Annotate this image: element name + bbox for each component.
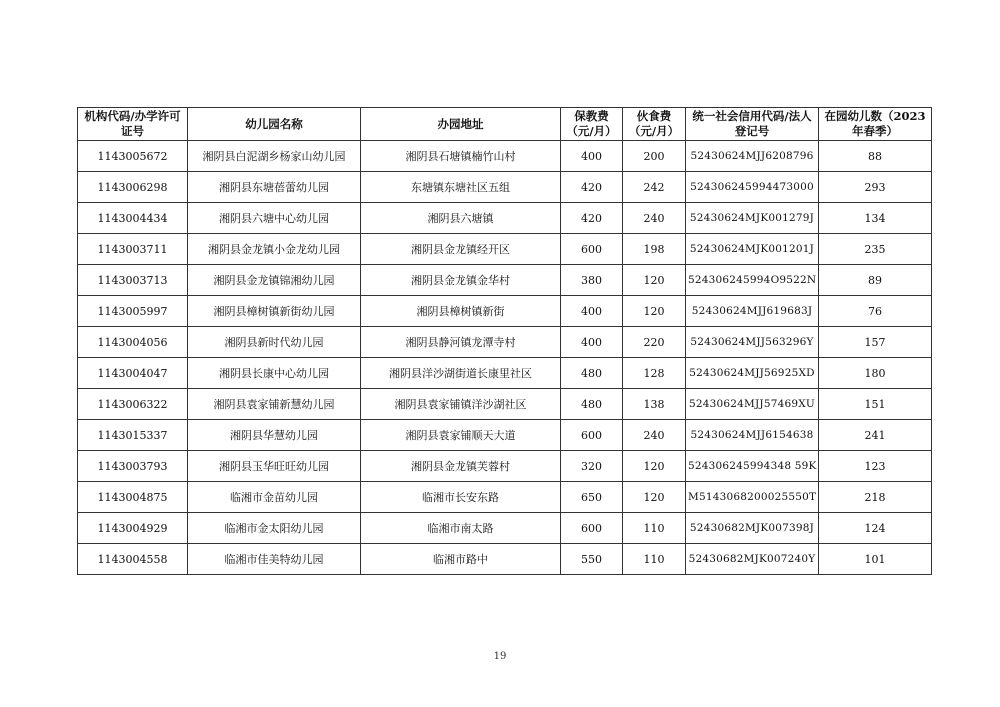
cell-meal: 242 (623, 172, 686, 203)
cell-name: 湘阴县玉华旺旺幼儿园 (188, 451, 361, 482)
cell-name: 湘阴县樟树镇新街幼儿园 (188, 296, 361, 327)
cell-code: 1143003711 (78, 234, 188, 265)
cell-tuition: 600 (561, 513, 623, 544)
cell-tuition: 420 (561, 172, 623, 203)
cell-address: 湘阴县金龙镇芙蓉村 (361, 451, 561, 482)
cell-address: 湘阴县樟树镇新街 (361, 296, 561, 327)
cell-tuition: 480 (561, 389, 623, 420)
table-row (78, 544, 932, 575)
cell-name: 湘阴县袁家铺新慧幼儿园 (188, 389, 361, 420)
cell-code: 1143005672 (78, 141, 188, 172)
cell-meal: 220 (623, 327, 686, 358)
cell-children: 88 (819, 141, 932, 172)
cell-address: 临湘市南太路 (361, 513, 561, 544)
cell-meal: 128 (623, 358, 686, 389)
cell-name: 湘阴县六塘中心幼儿园 (188, 203, 361, 234)
table-row (78, 265, 932, 296)
cell-credit: 52430624MJJ57469XU (686, 389, 819, 420)
cell-credit: M5143068200025550T (686, 482, 819, 513)
cell-code: 1143004056 (78, 327, 188, 358)
cell-meal: 120 (623, 451, 686, 482)
cell-children: 157 (819, 327, 932, 358)
table-row (78, 451, 932, 482)
cell-address: 湘阴县洋沙湖街道长康里社区 (361, 358, 561, 389)
cell-tuition: 420 (561, 203, 623, 234)
table-header (78, 108, 932, 141)
cell-meal: 120 (623, 265, 686, 296)
cell-children: 180 (819, 358, 932, 389)
header-code: 机构代码/办学许可证号 (78, 108, 188, 141)
cell-children: 123 (819, 451, 932, 482)
cell-children: 293 (819, 172, 932, 203)
cell-children: 89 (819, 265, 932, 296)
header-meal: 伙食费（元/月） (623, 108, 686, 141)
cell-credit: 52430624MJK001201J (686, 234, 819, 265)
table-body (78, 141, 932, 575)
cell-name: 湘阴县白泥湖乡杨家山幼儿园 (188, 141, 361, 172)
cell-children: 151 (819, 389, 932, 420)
cell-credit: 52430624MJJ6154638 (686, 420, 819, 451)
cell-code: 1143003793 (78, 451, 188, 482)
cell-code: 1143004434 (78, 203, 188, 234)
cell-code: 1143004929 (78, 513, 188, 544)
cell-address: 湘阴县六塘镇 (361, 203, 561, 234)
cell-name: 湘阴县长康中心幼儿园 (188, 358, 361, 389)
cell-tuition: 650 (561, 482, 623, 513)
header-tuition: 保教费（元/月） (561, 108, 623, 141)
table-row (78, 203, 932, 234)
cell-children: 134 (819, 203, 932, 234)
cell-credit: 52430624MJK001279J (686, 203, 819, 234)
cell-address: 湘阴县石塘镇楠竹山村 (361, 141, 561, 172)
header-credit: 统一社会信用代码/法人登记号 (686, 108, 819, 141)
cell-name: 湘阴县金龙镇锦湘幼儿园 (188, 265, 361, 296)
cell-credit: 524306245994473000 (686, 172, 819, 203)
cell-children: 218 (819, 482, 932, 513)
cell-meal: 110 (623, 513, 686, 544)
header-address: 办园地址 (361, 108, 561, 141)
table-row (78, 389, 932, 420)
cell-children: 101 (819, 544, 932, 575)
table-row (78, 172, 932, 203)
cell-code: 1143006322 (78, 389, 188, 420)
table-row (78, 327, 932, 358)
cell-address: 湘阴县静河镇龙潭寺村 (361, 327, 561, 358)
header-row (78, 108, 932, 141)
cell-meal: 240 (623, 203, 686, 234)
cell-meal: 120 (623, 482, 686, 513)
cell-meal: 120 (623, 296, 686, 327)
cell-credit: 524306245994O9522N (686, 265, 819, 296)
cell-code: 1143006298 (78, 172, 188, 203)
cell-code: 1143004558 (78, 544, 188, 575)
cell-address: 东塘镇东塘社区五组 (361, 172, 561, 203)
cell-meal: 138 (623, 389, 686, 420)
cell-children: 76 (819, 296, 932, 327)
cell-credit: 52430624MJJ6208796 (686, 141, 819, 172)
cell-name: 临湘市佳美特幼儿园 (188, 544, 361, 575)
table-row (78, 513, 932, 544)
cell-tuition: 320 (561, 451, 623, 482)
cell-address: 湘阴县金龙镇经开区 (361, 234, 561, 265)
cell-code: 1143004047 (78, 358, 188, 389)
header-children: 在园幼儿数（2023 年春季） (819, 108, 932, 141)
cell-tuition: 400 (561, 296, 623, 327)
cell-name: 湘阴县华慧幼儿园 (188, 420, 361, 451)
cell-tuition: 600 (561, 420, 623, 451)
cell-credit: 52430624MJJ619683J (686, 296, 819, 327)
cell-children: 124 (819, 513, 932, 544)
cell-name: 湘阴县新时代幼儿园 (188, 327, 361, 358)
table-row (78, 141, 932, 172)
table-row (78, 420, 932, 451)
cell-children: 241 (819, 420, 932, 451)
cell-address: 临湘市路中 (361, 544, 561, 575)
cell-credit: 52430682MJK007398J (686, 513, 819, 544)
cell-code: 1143015337 (78, 420, 188, 451)
cell-address: 湘阴县袁家铺镇洋沙湖社区 (361, 389, 561, 420)
cell-code: 1143005997 (78, 296, 188, 327)
cell-tuition: 400 (561, 141, 623, 172)
header-name: 幼儿园名称 (188, 108, 361, 141)
cell-tuition: 550 (561, 544, 623, 575)
cell-tuition: 400 (561, 327, 623, 358)
table-row (78, 296, 932, 327)
table-row (78, 482, 932, 513)
cell-code: 1143003713 (78, 265, 188, 296)
cell-meal: 110 (623, 544, 686, 575)
cell-name: 临湘市金太阳幼儿园 (188, 513, 361, 544)
cell-tuition: 380 (561, 265, 623, 296)
cell-meal: 198 (623, 234, 686, 265)
cell-code: 1143004875 (78, 482, 188, 513)
page-number: 19 (493, 651, 507, 662)
cell-address: 湘阴县金龙镇金华村 (361, 265, 561, 296)
cell-name: 临湘市金苗幼儿园 (188, 482, 361, 513)
cell-tuition: 600 (561, 234, 623, 265)
table-row (78, 234, 932, 265)
cell-credit: 52430624MJJ563296Y (686, 327, 819, 358)
cell-address: 临湘市长安东路 (361, 482, 561, 513)
cell-meal: 240 (623, 420, 686, 451)
cell-credit: 52430682MJK007240Y (686, 544, 819, 575)
kindergarten-table (77, 107, 932, 575)
cell-credit: 524306245994348 59K (686, 451, 819, 482)
cell-meal: 200 (623, 141, 686, 172)
cell-children: 235 (819, 234, 932, 265)
cell-credit: 52430624MJJ56925XD (686, 358, 819, 389)
cell-name: 湘阴县金龙镇小金龙幼儿园 (188, 234, 361, 265)
cell-name: 湘阴县东塘蓓蕾幼儿园 (188, 172, 361, 203)
table-row (78, 358, 932, 389)
cell-tuition: 480 (561, 358, 623, 389)
cell-address: 湘阴县袁家铺顺天大道 (361, 420, 561, 451)
